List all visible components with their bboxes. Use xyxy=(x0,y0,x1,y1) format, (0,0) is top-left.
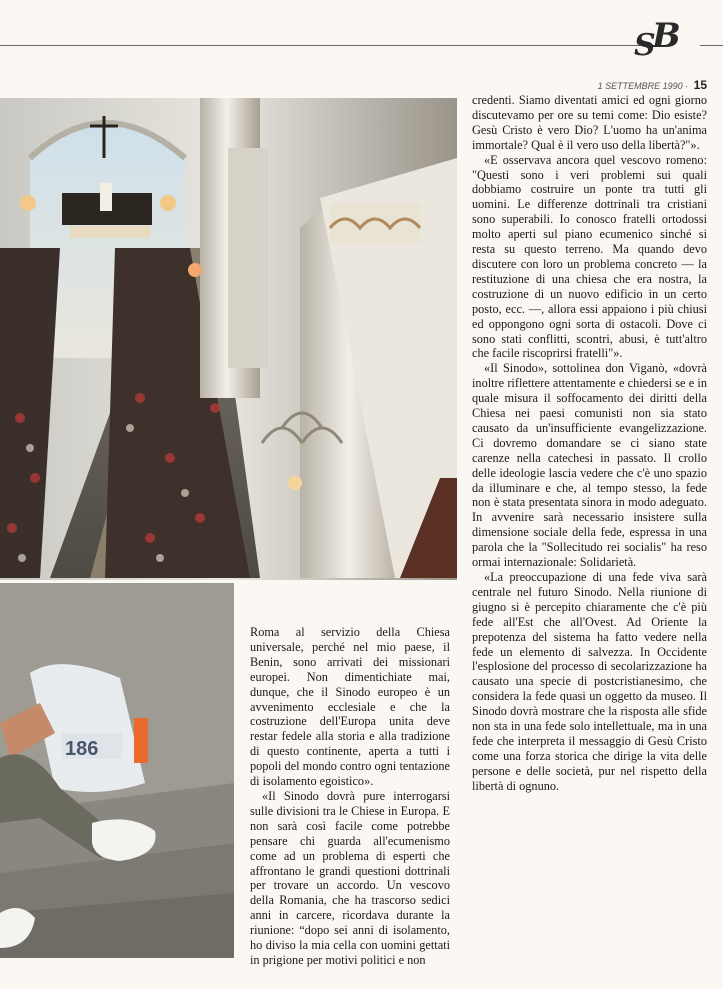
page-number: 15 xyxy=(693,78,707,92)
logo-letter-s: S xyxy=(634,28,656,63)
article-paragraph: «Il Sinodo dovrà pure interrogarsi sulle divisioni tra le Chiese in Europa. E non sarà così facile come potrebbe pensare chi guarda all'ecumenismo come ad un problema di esperti che affrontano le grandi questioni dottrinali per trovare un accordo. Un vescovo della Romania, che ha trascorso sedici anni in carcere, ricordava durante la riunione: “dopo sei anni di isolamento, ho diviso la mia cella con uomini gettati in prigione per motivi politici e non xyxy=(250,788,450,967)
article-paragraph: Roma al servizio della Chiesa universale, perché nel mio paese, il Benin, sono arrivati dei missionari europei. Non dimentichiate mai, dunque, che il Sinodo europeo è un avvenimento ecclesiale e che la costruzione dell'Europa unita deve restar fedele alla storia e alla tradizione di questo continente, aperta a tutti i popoli del mondo contro ogni tentazione di isolamento egoistico». xyxy=(250,625,450,789)
article-column-middle xyxy=(250,625,450,968)
logo-letter-b: B xyxy=(652,16,681,56)
article-paragraph: credenti. Siamo diventati amici ed ogni giorno discutevamo per ore su temi come: Dio esiste? Gesù Cristo è vero Dio? L'uomo ha un'anima immortale? Qual è il vero uso della libertà?"». xyxy=(472,93,707,152)
header-rule xyxy=(0,45,640,46)
article-paragraph: «E osservava ancora quel vescovo romeno: "Questi sono i veri problemi sui quali dobbiamo costruire un ponte tra tutti gli uomini. Le differenze dottrinali tra cristiani sono superabili. Io conosco fratelli ortodossi molto aperti sul piano ecumenico sinché si resta su questo terreno. Ma quando devo discutere con loro un problema concreto — la restituzione di una chiesa che era nostra, la costruzione di un nuovo edificio in un certo posto, ecc. —, allora essi appaiono i più chiusi ed oppongono ogni sorta di ostacoli. Dove ci sono stati conflitti, scontri, abusi, è tutt'altro che facile riscoprirsi fratelli"». xyxy=(472,152,707,361)
person-on-steps-photo xyxy=(0,583,234,958)
article-column-right xyxy=(472,93,707,794)
church-interior-photo xyxy=(0,98,457,580)
magazine-logo xyxy=(632,14,700,62)
header-rule-right xyxy=(700,45,723,46)
article-paragraph: «Il Sinodo», sottolinea don Viganò, «dovrà inoltre riflettere attentamente e chiedersi se e in quale misura il soffocamento dei diritti della Chiesa nei paesi comunisti non sia stato causato da un'insufficiente evangelizzazione. Ci dovremo domandare se ci siano state carenze nella catechesi in passato. Il crollo delle ideologie lascia vedere che c'è uno spazio da illuminare e che, al tempo stesso, la fede non è stata presentata sinora in modo adeguato. In avvenire sarà necessario insistere sulla dimensione sociale della fede, espressa in una parola che la "Sollecitudo rei socialis" ha reso ormai internazionale: Solidarietà. xyxy=(472,361,707,570)
article-paragraph: «La preoccupazione di una fede viva sarà centrale nel futuro Sinodo. Nella riunione di giugno si è percepito chiaramente che c'è più fede all'Est che all'Ovest. Ad Oriente la prepotenza del sistema ha fatto vedere nella fede un elemento di salvezza. In Occidente l'esplosione del processo di secolarizzazione ha causato una specie di postcristianesimo, che considera la fede quasi un oggetto da museo. Il Sinodo dovrà mostrare che la risposta alle sfide non sta in una fede solo intellettuale, ma in una fede che interpreta il messaggio di Gesù Cristo come una forza storica che dirige la vita delle persone e delle società, pur nel rispetto della libertà di ognuno. xyxy=(472,570,707,793)
issue-date: 1 SETTEMBRE 1990 xyxy=(597,81,683,91)
page-header: 1 SETTEMBRE 1990 · 15 xyxy=(597,78,707,92)
bag-label-number: 186 xyxy=(65,738,99,760)
